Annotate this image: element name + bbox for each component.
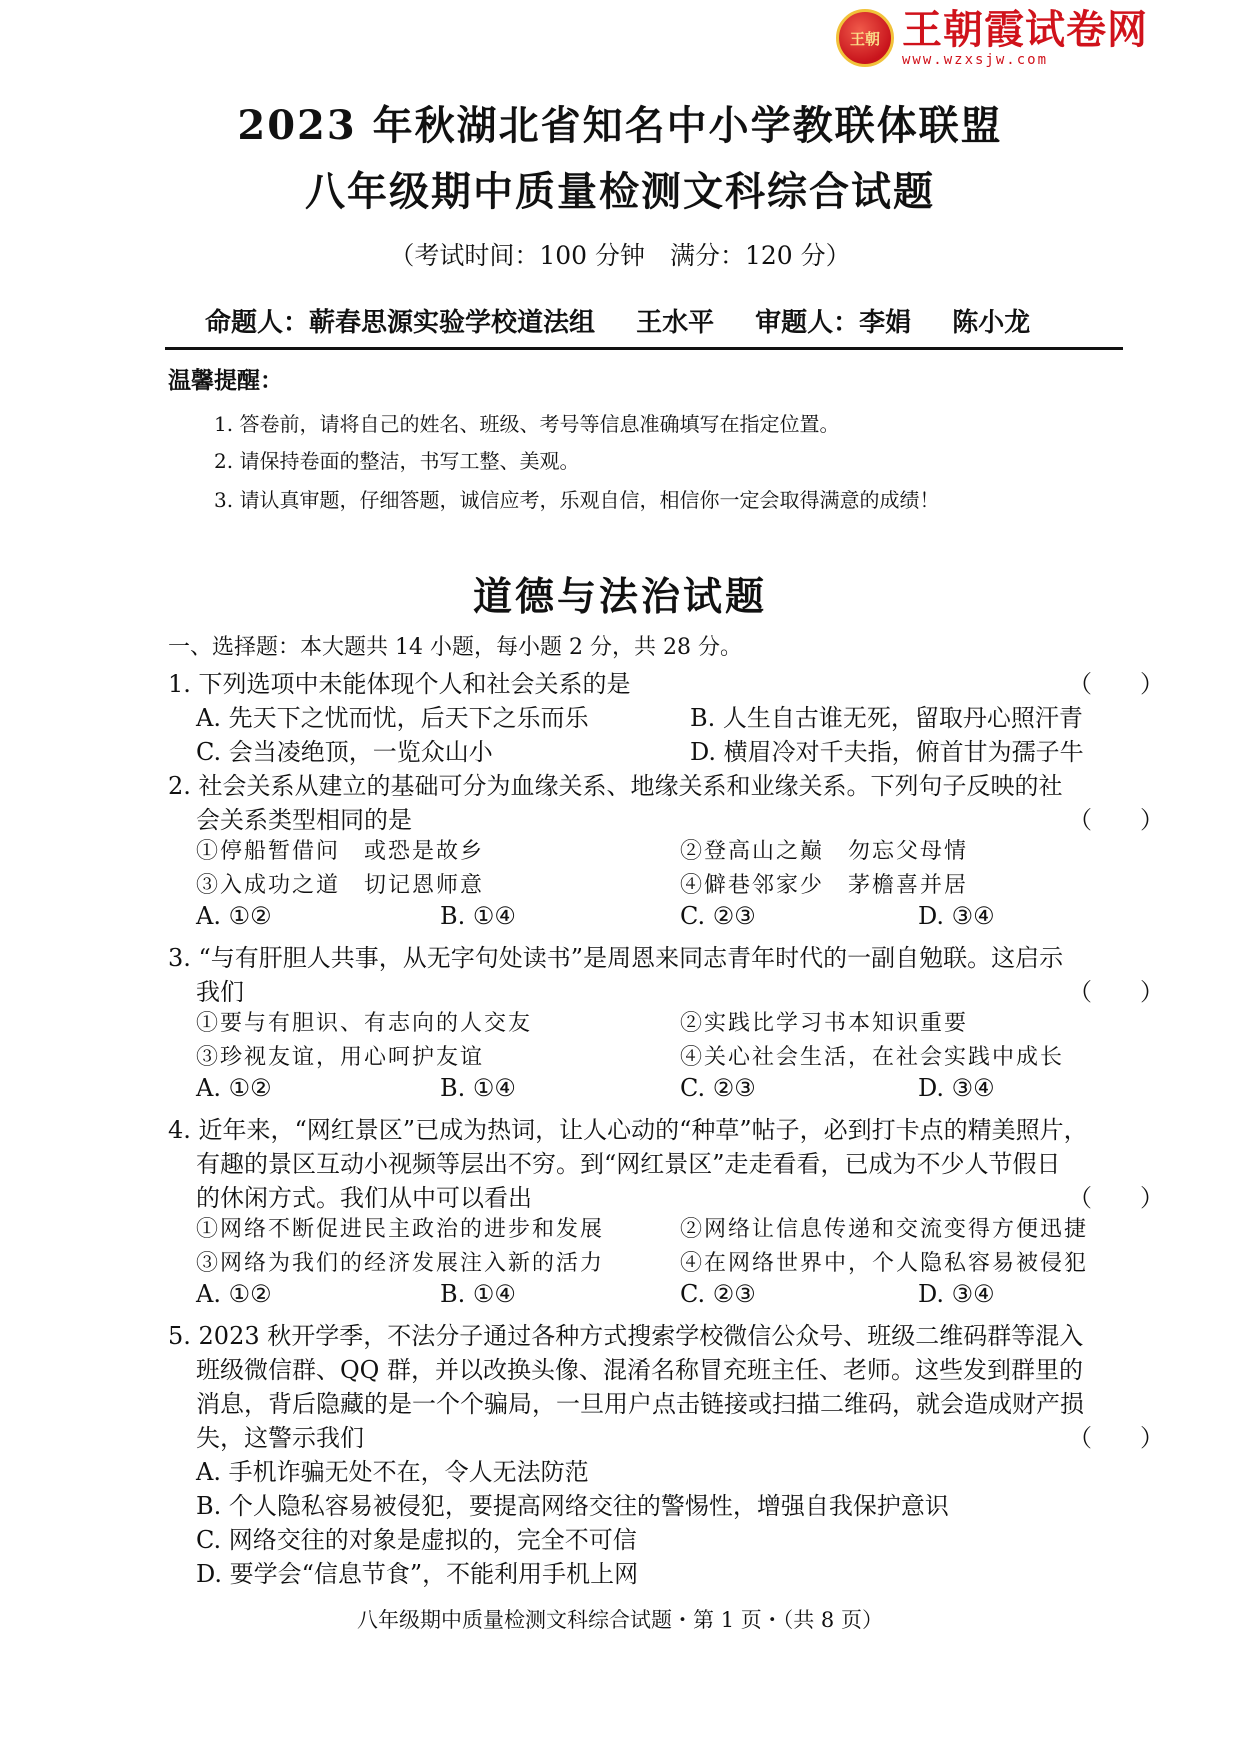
statement-1: ①网络不断促进民主政治的进步和发展 <box>196 1217 605 1242</box>
statement-1: ①要与有胆识、有志向的人交友 <box>196 1011 533 1036</box>
option-a: A. ①② <box>196 1074 272 1102</box>
logo-seal-icon: 王朝 <box>836 9 894 67</box>
option-b: B. 人生自古谁无死，留取丹心照汗青 <box>690 704 1083 732</box>
statement-4: ④僻巷邻家少 茅檐喜并居 <box>680 873 969 898</box>
logo-url: www.wzxsjw.com <box>902 52 1049 68</box>
author-name: 王水平 <box>636 308 715 338</box>
question-stem: 失，这警示我们 <box>196 1424 364 1452</box>
exam-info: （考试时间：100 分钟 满分：120 分） <box>389 241 851 270</box>
site-logo <box>836 8 1148 68</box>
statement-4: ④关心社会生活，在社会实践中成长 <box>680 1045 1065 1070</box>
statement-3: ③珍视友谊，用心呵护友谊 <box>196 1045 485 1070</box>
question-stem: 5. 2023 秋开学季，不法分子通过各种方式搜索学校微信公众号、班级二维码群等混入 <box>168 1322 1084 1350</box>
exam-title-line1: 2023 年秋湖北省知名中小学教联体联盟 <box>237 102 1003 149</box>
option-b: B. ①④ <box>440 902 516 930</box>
option-b: B. ①④ <box>440 1074 516 1102</box>
reminder-item: 3. 请认真审题，仔细答题，诚信应考，乐观自信，相信你一定会取得满意的成绩！ <box>214 488 940 512</box>
option-c: C. ②③ <box>680 1074 756 1102</box>
author-label: 命题人：蕲春思源实验学校道法组 <box>205 308 596 338</box>
page-footer: 八年级期中质量检测文科综合试题・第 1 页・（共 8 页） <box>357 1608 883 1632</box>
option-b: B. ①④ <box>440 1280 516 1308</box>
exam-title-line2: 八年级期中质量检测文科综合试题 <box>305 168 935 215</box>
reviewer-name: 陈小龙 <box>952 308 1031 338</box>
question-stem: 我们 <box>196 978 244 1006</box>
question-stem: 的休闲方式。我们从中可以看出 <box>196 1184 532 1212</box>
answer-blank: （ ） <box>1068 1184 1164 1212</box>
option-a: A. 手机诈骗无处不在，令人无法防范 <box>196 1458 589 1486</box>
reminder-item: 2. 请保持卷面的整洁，书写工整、美观。 <box>214 449 580 473</box>
option-b: B. 个人隐私容易被侵犯，要提高网络交往的警惕性，增强自我保护意识 <box>196 1492 949 1520</box>
answer-blank: （ ） <box>1068 978 1164 1006</box>
reminder-item: 1. 答卷前，请将自己的姓名、班级、考号等信息准确填写在指定位置。 <box>214 412 840 436</box>
option-c: C. ②③ <box>680 902 756 930</box>
answer-blank: （ ） <box>1068 1424 1164 1452</box>
option-a: A. ①② <box>196 1280 272 1308</box>
statement-4: ④在网络世界中，个人隐私容易被侵犯 <box>680 1251 1089 1276</box>
answer-blank: （ ） <box>1068 806 1164 834</box>
section-description: 一、选择题：本大题共 14 小题，每小题 2 分，共 28 分。 <box>168 635 742 660</box>
option-c: C. 会当凌绝顶，一览众山小 <box>196 738 493 766</box>
answer-blank: （ ） <box>1068 670 1164 698</box>
option-d: D. ③④ <box>918 902 995 930</box>
question-stem: 2. 社会关系从建立的基础可分为血缘关系、地缘关系和业缘关系。下列句子反映的社 <box>168 772 1063 800</box>
option-d: D. 横眉冷对千夫指，俯首甘为孺子牛 <box>690 738 1084 766</box>
question-stem: 1. 下列选项中未能体现个人和社会关系的是 <box>168 670 631 698</box>
statement-3: ③网络为我们的经济发展注入新的活力 <box>196 1251 605 1276</box>
question-stem: 消息，背后隐藏的是一个个骗局，一旦用户点击链接或扫描二维码，就会造成财产损 <box>196 1390 1084 1418</box>
question-stem: 会关系类型相同的是 <box>196 806 412 834</box>
statement-3: ③入成功之道 切记恩师意 <box>196 873 485 898</box>
section-title: 道德与法治试题 <box>472 575 767 620</box>
option-d: D. 要学会“信息节食”，不能利用手机上网 <box>196 1560 639 1588</box>
logo-name: 王朝霞试卷网 <box>902 7 1148 53</box>
statement-2: ②实践比学习书本知识重要 <box>680 1011 969 1036</box>
question-stem: 4. 近年来，“网红景区”已成为热词，让人心动的“种草”帖子，必到打卡点的精美照片， <box>168 1116 1088 1144</box>
option-a: A. 先天下之忧而忧，后天下之乐而乐 <box>196 704 589 732</box>
option-d: D. ③④ <box>918 1074 995 1102</box>
option-d: D. ③④ <box>918 1280 995 1308</box>
question-stem: 有趣的景区互动小视频等层出不穷。到“网红景区”走走看看，已成为不少人节假日 <box>196 1150 1061 1178</box>
reviewer-label: 审题人：李娟 <box>755 308 912 338</box>
authors-line <box>205 302 1105 339</box>
statement-2: ②登高山之巅 勿忘父母情 <box>680 839 969 864</box>
header-divider <box>165 347 1123 350</box>
option-a: A. ①② <box>196 902 272 930</box>
statement-2: ②网络让信息传递和交流变得方便迅捷 <box>680 1217 1089 1242</box>
question-stem: 班级微信群、QQ 群，并以改换头像、混淆名称冒充班主任、老师。这些发到群里的 <box>196 1356 1083 1384</box>
option-c: C. ②③ <box>680 1280 756 1308</box>
logo-text <box>902 8 1148 68</box>
reminder-title: 温馨提醒： <box>168 368 283 394</box>
option-c: C. 网络交往的对象是虚拟的，完全不可信 <box>196 1526 637 1554</box>
question-stem: 3. “与有肝胆人共事，从无字句处读书”是周恩来同志青年时代的一副自勉联。这启示 <box>168 944 1064 972</box>
statement-1: ①停船暂借问 或恐是故乡 <box>196 839 485 864</box>
